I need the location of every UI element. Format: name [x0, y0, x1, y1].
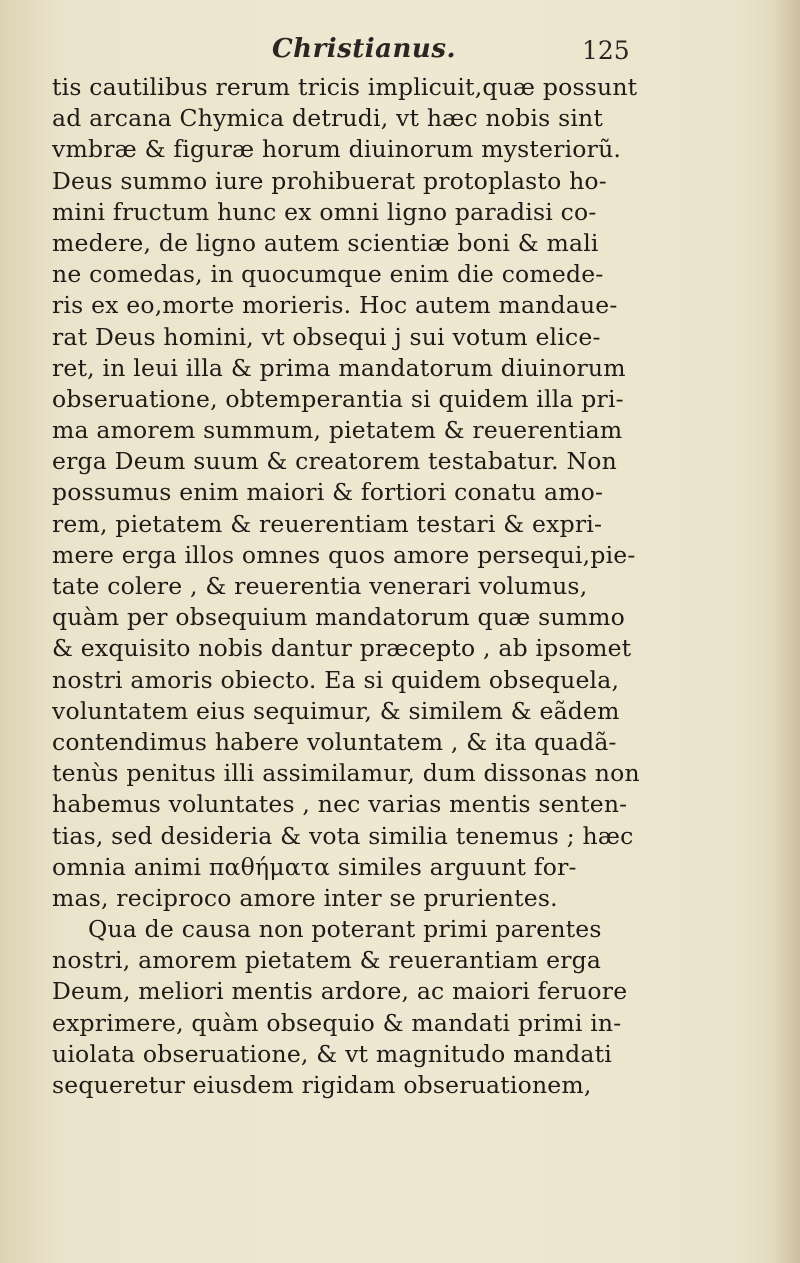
- text-line: medere, de ligno autem scientiæ boni & mali: [52, 228, 599, 257]
- text-line: ne comedas, in quocumque enim die comede-: [52, 260, 604, 289]
- text-line: tias, sed desideria & vota similia tenemus ; hæc: [52, 821, 634, 850]
- text-line: contendimus habere voluntatem , & ita quadã-: [52, 727, 617, 756]
- text-line: ma amorem summum, pietatem & reuerentiam: [52, 416, 623, 445]
- text-line: rat Deus homini, vt obsequi j sui votum elice-: [52, 322, 601, 351]
- text-line: nostri, amorem pietatem & reuerantiam erga: [52, 946, 602, 975]
- text-line: quàm per obsequium mandatorum quæ summo: [52, 603, 625, 632]
- text-line: mere erga illos omnes quos amore persequi,pie-: [52, 540, 636, 569]
- text-line: erga Deum suum & creatorem testabatur. Non: [52, 447, 617, 476]
- text-line: obseruatione, obtemperantia si quidem illa pri-: [52, 384, 624, 413]
- text-line: tate colere , & reuerentia venerari volumus,: [52, 572, 588, 600]
- text-line: tenùs penitus illi assimilamur, dum dissonas non: [52, 759, 640, 788]
- running-head: [0, 10, 800, 70]
- text-line: omnia animi παθήματα similes arguunt for-: [52, 852, 577, 881]
- text-line: voluntatem eius sequimur, & similem & eãdem: [52, 696, 620, 725]
- paragraph-start-line: Qua de causa non poterant primi parentes: [88, 915, 602, 944]
- text-line: mas, reciproco amore inter se prurientes.: [52, 883, 558, 912]
- page-number: 125: [582, 36, 630, 65]
- text-line: uiolata obseruatione, & vt magnitudo mandati: [52, 1039, 612, 1068]
- text-line: mini fructum hunc ex omni ligno paradisi co-: [52, 197, 597, 226]
- text-line: ris ex eo,morte morieris. Hoc autem mandaue-: [52, 291, 618, 320]
- text-line: habemus voluntates , nec varias mentis senten-: [52, 790, 628, 819]
- text-line: ad arcana Chymica detrudi, vt hæc nobis sint: [52, 104, 604, 133]
- body-text: [52, 72, 752, 1101]
- text-line: Deum, meliori mentis ardore, ac maiori feruore: [52, 977, 628, 1006]
- text-line: sequeretur eiusdem rigidam obseruationem,: [52, 1071, 592, 1099]
- text-line: ret, in leui illa & prima mandatorum diuinorum: [52, 353, 626, 382]
- running-title: Christianus.: [271, 34, 457, 64]
- text-line: exprimere, quàm obsequio & mandati primi in-: [52, 1008, 622, 1037]
- text-line: rem, pietatem & reuerentiam testari & expri-: [52, 509, 603, 538]
- text-line: vmbræ & figuræ horum diuinorum mysteriorũ.: [52, 135, 622, 164]
- text-line: nostri amoris obiecto. Ea si quidem obsequela,: [52, 665, 620, 694]
- text-line: tis cautilibus rerum tricis implicuit,quæ possunt: [52, 73, 638, 101]
- text-line: Deus summo iure prohibuerat protoplasto ho-: [52, 166, 607, 195]
- text-line: & exquisito nobis dantur præcepto , ab ipsomet: [52, 634, 632, 663]
- text-line: possumus enim maiori & fortiori conatu amo-: [52, 478, 604, 507]
